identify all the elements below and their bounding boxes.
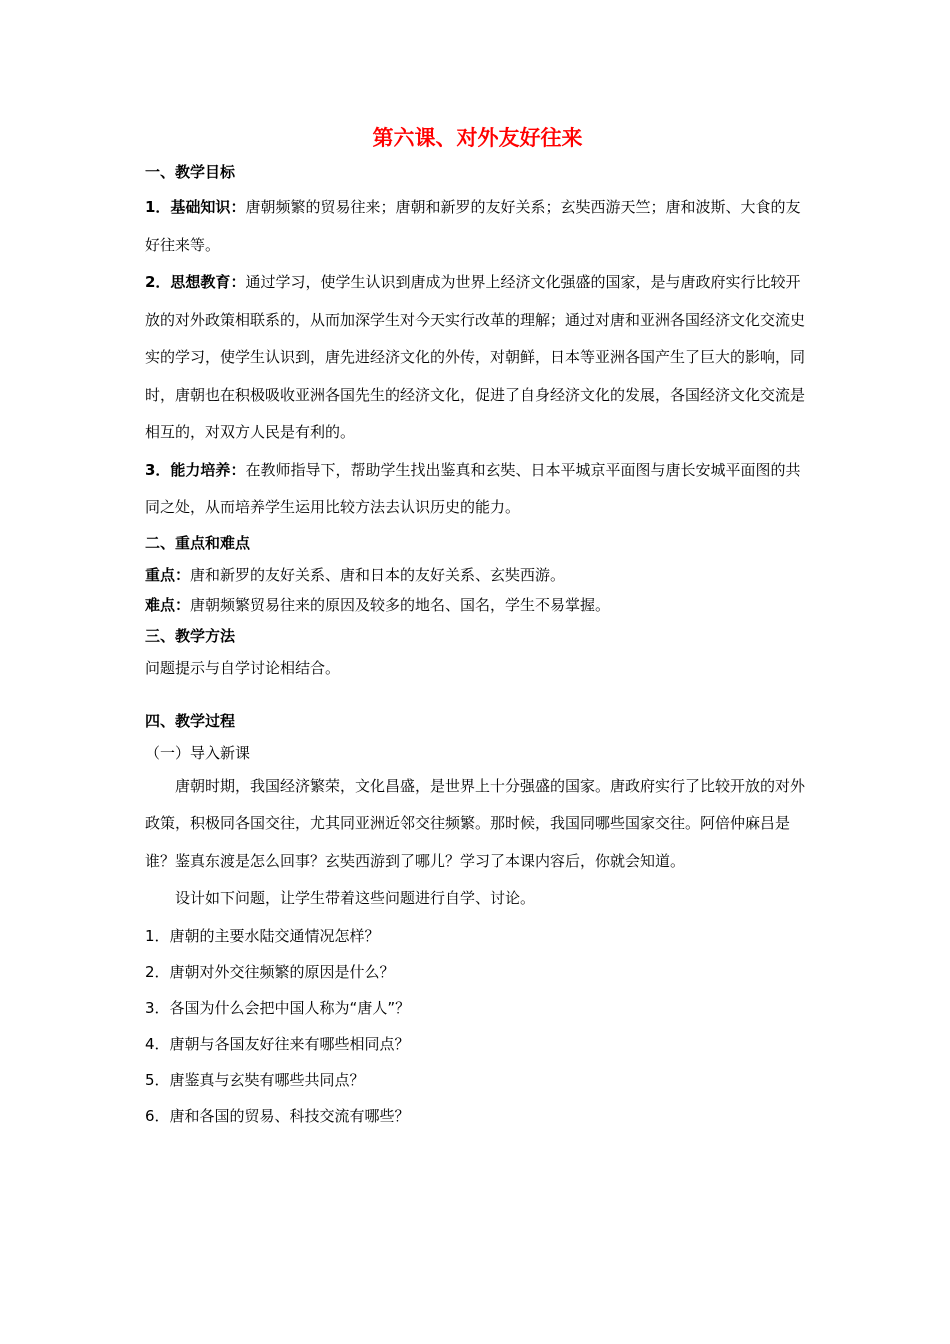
objective-label: 1．基础知识：	[145, 198, 246, 216]
question-item: 1．唐朝的主要水陆交通情况怎样？	[145, 926, 380, 945]
question-item: 4．唐朝与各国友好往来有哪些相同点？	[145, 1034, 410, 1053]
subsection-intro-heading: （一）导入新课	[145, 743, 251, 762]
question-item: 5．唐鉴真与玄奘有哪些共同点？	[145, 1070, 365, 1089]
design-paragraph: 设计如下问题，让学生带着这些问题进行自学、讨论。	[175, 889, 536, 907]
section-heading-key-points: 二、重点和难点	[145, 533, 251, 552]
methods-text: 问题提示与自学讨论相结合。	[145, 658, 341, 677]
objective-text: 在教师指导下，帮助学生找出鉴真和玄奘、日本平城京平面图与唐长安城平面图的共同之处，从而培养学生运用比较方法去认识历史的能力。	[145, 460, 801, 516]
document-page	[145, 120, 810, 1134]
objective-text: 唐朝频繁的贸易往来；唐朝和新罗的友好关系；玄奘西游天竺；唐和波斯、大食的友好往来等。	[145, 198, 801, 254]
section-heading-objectives: 一、教学目标	[145, 163, 236, 181]
question-item: 2．唐朝对外交往频繁的原因是什么？	[145, 962, 395, 981]
key-point-text: 唐和新罗的友好关系、唐和日本的友好关系、玄奘西游。	[190, 565, 566, 584]
objective-text: 通过学习，使学生认识到唐成为世界上经济文化强盛的国家，是与唐政府实行比较开放的对外政策相联系的，从而加深学生对今天实行改革的理解；通过对唐和亚洲各国经济文化交流史实的学习，使学生认识到，唐先进经济文化的外传，对朝鲜，日本等亚洲各国产生了巨大的影响，同时，唐朝也在积极吸收亚洲各国先生的经济文化，促进了自身经济文化的发展，各国经济文化交流是相互的，对双方人民是有利的。	[145, 273, 806, 441]
objective-ideological-education	[145, 264, 810, 452]
question-item: 3．各国为什么会把中国人称为“唐人”？	[145, 998, 411, 1017]
difficult-point-label: 难点：	[145, 595, 191, 614]
section-heading-methods: 三、教学方法	[145, 626, 236, 645]
difficult-point	[145, 590, 810, 620]
objective-label: 2．思想教育：	[145, 273, 246, 291]
objective-basic-knowledge	[145, 189, 810, 264]
question-item: 6．唐和各国的贸易、科技交流有哪些？	[145, 1106, 410, 1125]
key-point-label: 重点：	[145, 565, 191, 584]
section-heading-process: 四、教学过程	[145, 711, 236, 730]
intro-paragraph: 唐朝时期，我国经济繁荣，文化昌盛，是世界上十分强盛的国家。唐政府实行了比较开放的对外政策，积极同各国交往，尤其同亚洲近邻交往频繁。那时候，我国同哪些国家交往。阿倍仲麻吕是谁？鉴真东渡是怎么回事？玄奘西游到了哪儿？学习了本课内容后，你就会知道。	[145, 776, 806, 870]
document-title: 第六课、对外友好往来	[372, 126, 583, 150]
objective-ability-training	[145, 452, 810, 527]
difficult-point-text: 唐朝频繁贸易往来的原因及较多的地名、国名，学生不易掌握。	[190, 595, 611, 614]
spacer	[145, 683, 810, 705]
objective-label: 3．能力培养：	[145, 460, 246, 479]
key-point	[145, 560, 810, 590]
